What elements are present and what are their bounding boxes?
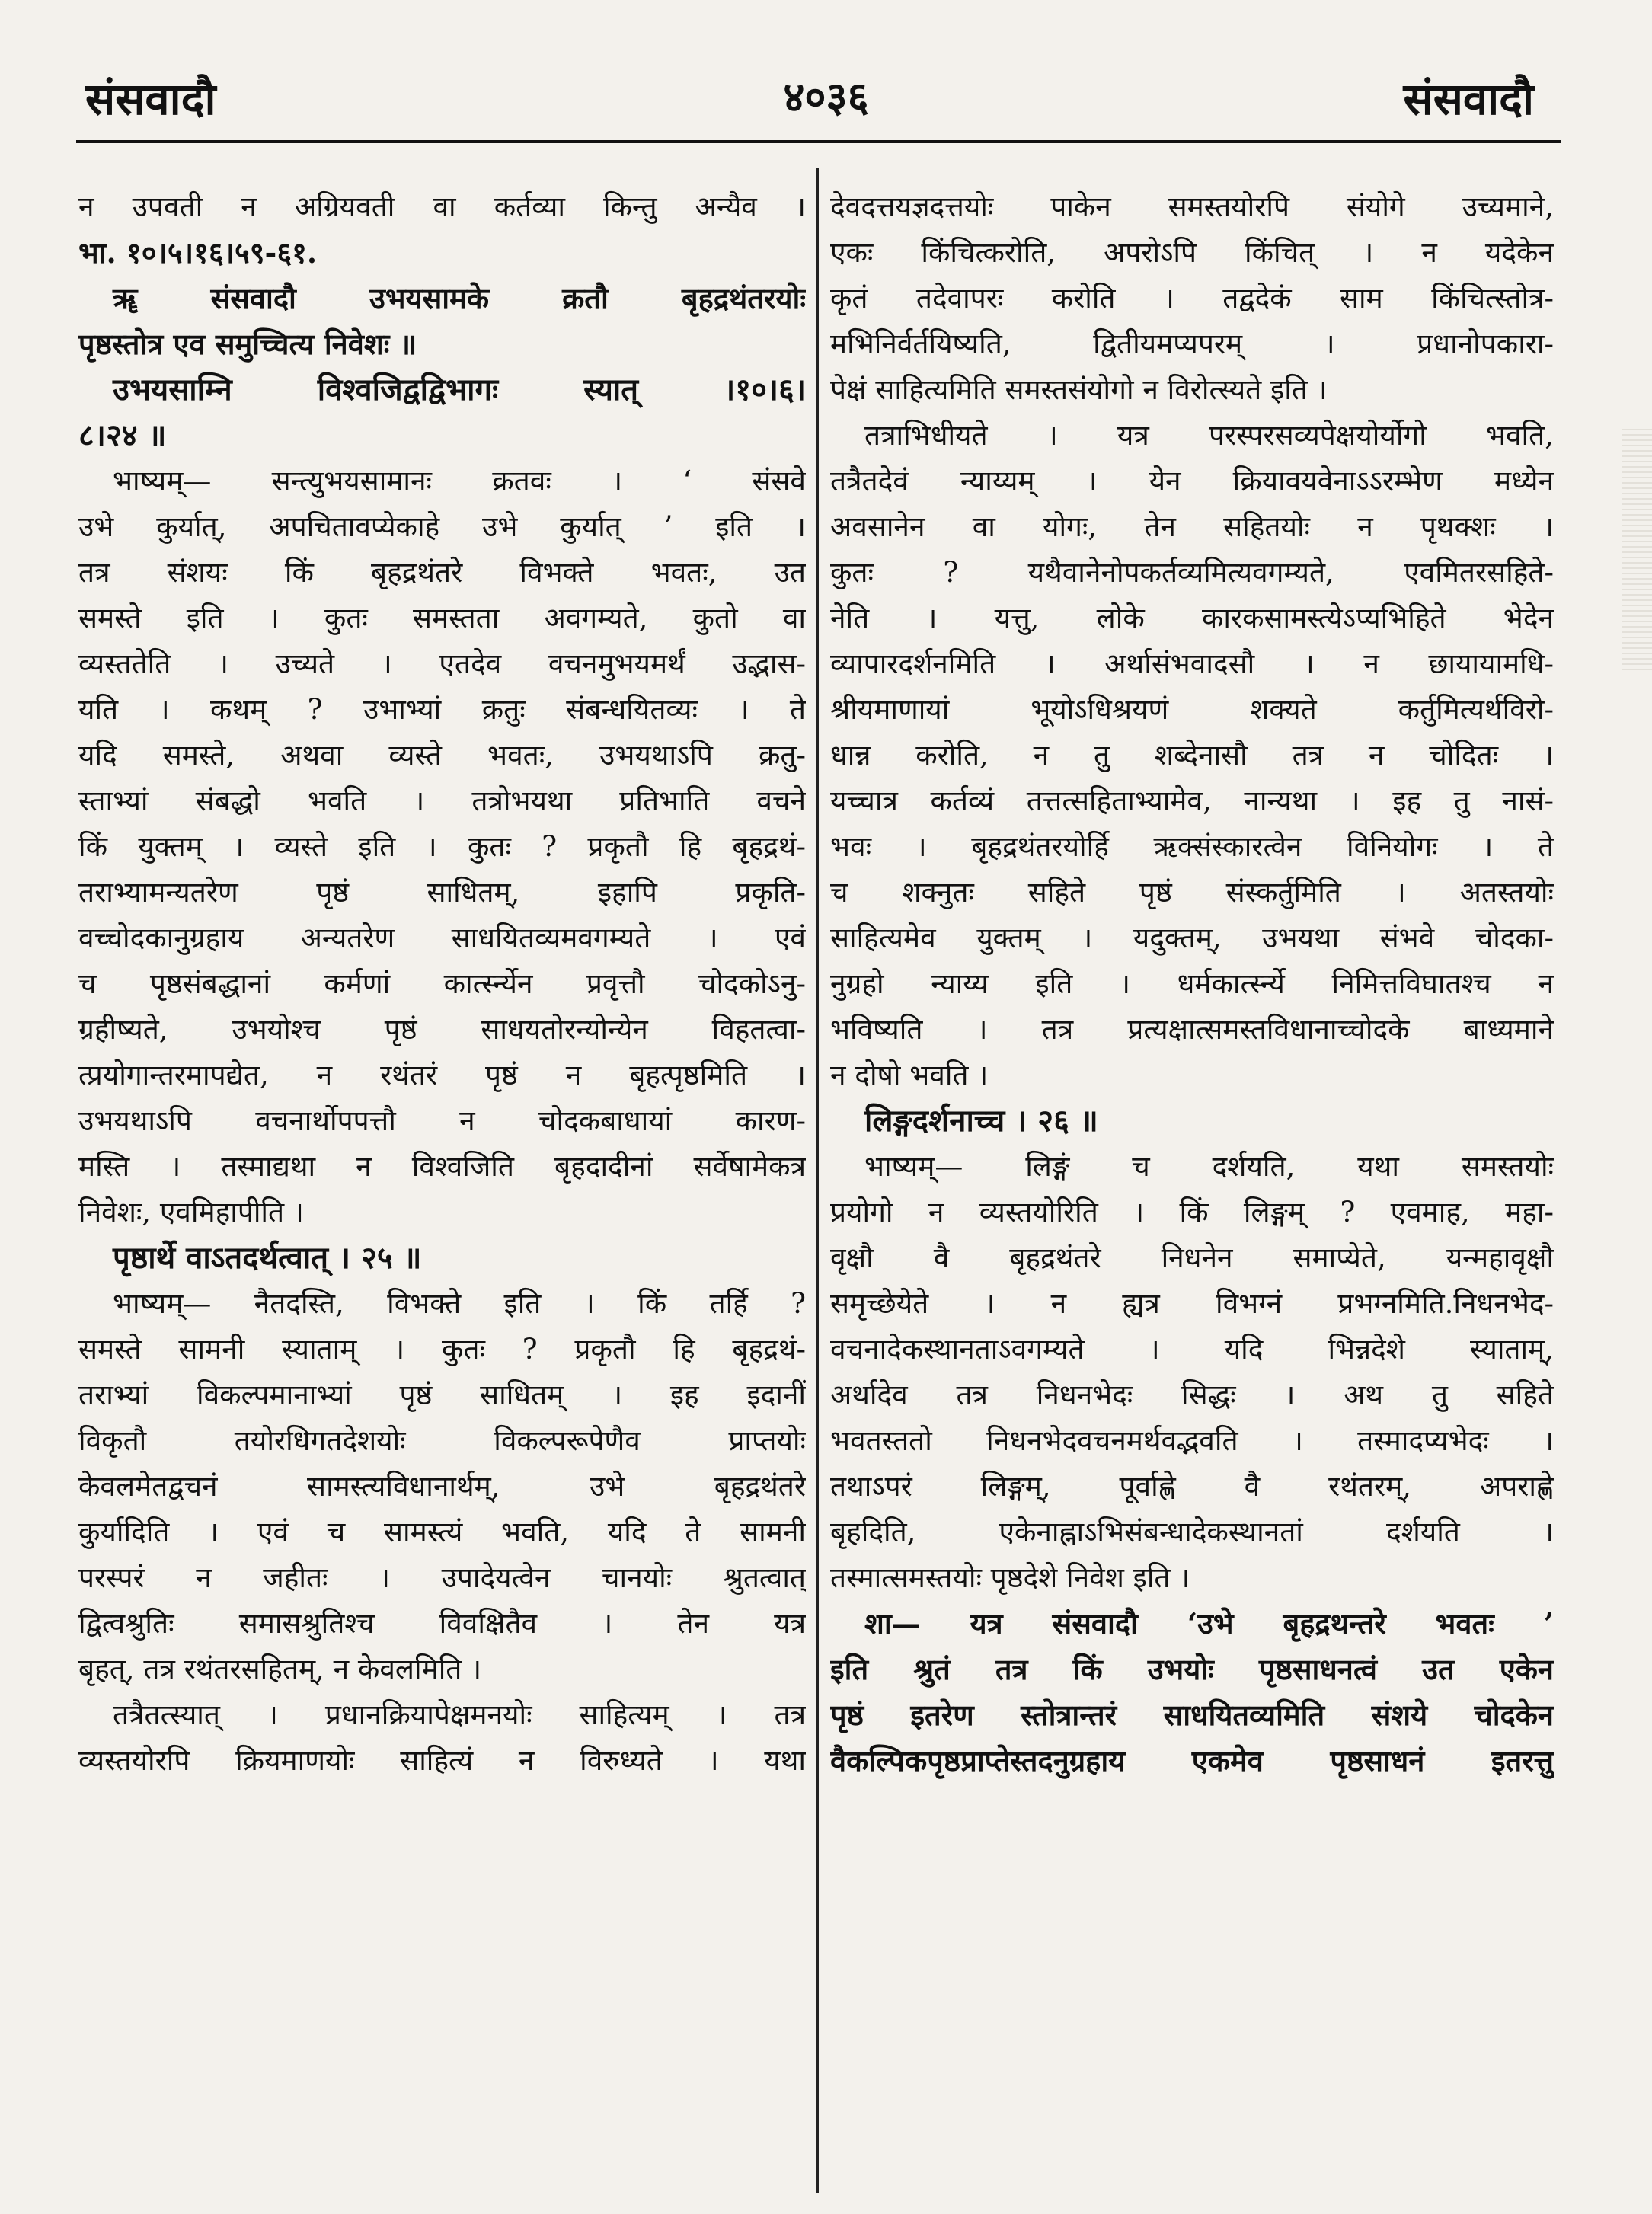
- text-line: धान्न करोति, न तु शब्देनासौ तत्र न चोदितः ।: [830, 739, 1554, 772]
- text-line: बृहदिति, एकेनाह्नाऽभिसंबन्धादेकस्थानतां दर्शयति ।: [830, 1516, 1554, 1548]
- text-line: परस्परं न जहीतः । उपादेयत्वेन चानयोः श्रुतत्वात्: [78, 1561, 806, 1594]
- text-line: व्यापारदर्शनमिति । अर्थासंभवादसौ । न छायायामधि-: [830, 647, 1554, 680]
- sutra-line: ८।२४ ॥: [78, 417, 167, 453]
- sutra-line: लिङ्गदर्शनाच्च । २६ ॥: [864, 1103, 1098, 1139]
- text-line: व्यस्तयोरपि क्रियमाणयोः साहित्यं न विरुध्यते । यथा: [78, 1744, 806, 1777]
- text-line: यच्चात्र कर्तव्यं तत्तत्सहिताभ्यामेव, नान्यथा । इह तु नासं-: [830, 784, 1554, 817]
- text-line: समस्ते सामनी स्याताम् । कुतः ? प्रकृतौ हि बृहद्रथं-: [78, 1333, 806, 1366]
- text-line: पेक्षं साहित्यमिति समस्तसंयोगो न विरोत्स्यते इति ।: [830, 373, 1328, 406]
- text-line: न उपवती न अग्रियवती वा कर्तव्या किन्तु अन्यैव ।: [78, 190, 806, 223]
- text-line: मभिनिर्वर्तयिष्यति, द्वितीयमप्यपरम् । प्रधानोपकारा-: [830, 327, 1554, 360]
- text-line: भवः । बृहद्रथंतरयोर्हि ऋक्संस्कारत्वेन विनियोगः । ते: [830, 830, 1554, 863]
- text-line: यदि समस्ते, अथवा व्यस्ते भवतः, उभयथाऽपि क्रतु-: [78, 739, 806, 772]
- text-line: ग्रहीष्यते, उभयोश्च पृष्ठं साधयतोरन्योन्येन विहतत्वा-: [78, 1013, 806, 1046]
- text-line: च शक्नुतः सहिते पृष्ठं संस्कर्तुमिति । अतस्तयोः: [830, 876, 1554, 909]
- text-line: न दोषो भवति ।: [830, 1059, 989, 1091]
- text-line: उभयथाऽपि वचनार्थोपपत्तौ न चोदकबाधायां कारण-: [78, 1104, 806, 1137]
- text-line: भाष्यम्— नैतदस्ति, विभक्ते इति । किं तर्हि ?: [113, 1287, 806, 1320]
- header-rule: [76, 140, 1561, 143]
- text-line: उभे कुर्यात्, अपचितावप्येकाहे उभे कुर्यात् ’ इति ।: [78, 510, 806, 543]
- text-line: देवदत्तयज्ञदत्तयोः पाकेन समस्तयोरपि संयोगे उच्यमाने,: [830, 190, 1554, 223]
- text-line: नुग्रहो न्याय्य इति । धर्मकार्त्स्न्ये निमित्तविघातश्च न: [830, 967, 1554, 1000]
- adhikarana-heading: ॠ संसवादौ उभयसामके क्रतौ बृहद्रथंतरयोः: [113, 281, 806, 315]
- text-line: नेति । यत्तु, लोके कारकसामस्त्येऽप्यभिहिते भेदेन: [830, 602, 1554, 634]
- text-line: एकः किंचित्करोति, अपरोऽपि किंचित् । न यदेकेन: [830, 236, 1554, 269]
- page-number: ४०३६: [783, 72, 869, 121]
- text-line: तराभ्यां विकल्पमानाभ्यां पृष्ठं साधितम् । इह इदानीं: [78, 1379, 806, 1411]
- adhikarana-heading: पृष्ठस्तोत्र एव समुच्चित्य निवेशः ॥: [78, 327, 417, 361]
- commentary-line: वैकल्पिकपृष्ठप्राप्तेस्तदनुग्रहाय एकमेव पृष्ठसाधनं इतरत्तु: [830, 1743, 1554, 1778]
- text-line: किं युक्तम् । व्यस्ते इति । कुतः ? प्रकृतौ हि बृहद्रथं-: [78, 830, 806, 863]
- text-line: भवतस्ततो निधनभेदवचनमर्थवद्भवति । तस्मादप्यभेदः ।: [830, 1424, 1554, 1457]
- text-line: बृहत्, तत्र रथंतरसहितम्, न केवलमिति ।: [78, 1653, 482, 1685]
- text-line: स्ताभ्यां संबद्धो भवति । तत्रोभयथा प्रतिभाति वचने: [78, 784, 806, 817]
- text-line: अवसानेन वा योगः, तेन सहितयोः न पृथक्शः ।: [830, 510, 1554, 543]
- text-line: त्प्रयोगान्तरमापद्येत, न रथंतरं पृष्ठं न बृहत्पृष्ठमिति ।: [78, 1059, 806, 1091]
- running-head-left: संसवादौ: [85, 73, 216, 125]
- text-line: तत्रैतदेवं न्याय्यम् । येन क्रियावयवेनाऽऽरम्भेण मध्येन: [830, 465, 1554, 497]
- text-line: विकृतौ तयोरधिगतदेशयोः विकल्परूपेणैव प्राप्तयोः: [78, 1424, 806, 1457]
- text-line: कुर्यादिति । एवं च सामस्त्यं भवति, यदि ते सामनी: [78, 1516, 806, 1548]
- text-line: यति । कथम् ? उभाभ्यां क्रतुः संबन्धयितव्यः । ते: [78, 693, 806, 726]
- text-line: समृच्छेयेते । न ह्यत्र विभग्नं प्रभग्नमिति.निधनभेद-: [830, 1287, 1554, 1320]
- text-line: केवलमेतद्वचनं सामस्त्यविधानार्थम्, उभे बृहद्रथंतरे: [78, 1470, 806, 1503]
- text-line: वृक्षौ वै बृहद्रथंतरे निधनेन समाप्येते, यन्महावृक्षौ: [830, 1241, 1554, 1274]
- commentary-line: इति श्रुतं तत्र किं उभयोः पृष्ठसाधनत्वं उत एकेन: [830, 1652, 1554, 1686]
- text-line: साहित्यमेव युक्तम् । यदुक्तम्, उभयथा संभवे चोदका-: [830, 922, 1554, 954]
- commentary-line: पृष्ठं इतरेण स्तोत्रान्तरं साधयितव्यमिति संशये चोदकेन: [830, 1698, 1554, 1732]
- text-line: प्रयोगो न व्यस्तयोरिति । किं लिङ्गम् ? एवमाह, महा-: [830, 1196, 1554, 1228]
- text-line: तत्र संशयः किं बृहद्रथंतरे विभक्ते भवतः, उत: [78, 556, 806, 589]
- sutra-line: उभयसाम्नि विश्वजिद्वद्विभागः स्यात् ।१०।६।: [113, 372, 806, 407]
- scan-edge-noise: [1622, 427, 1652, 670]
- sutra-line: पृष्ठार्थे वाऽतदर्थत्वात् । २५ ॥: [113, 1240, 422, 1276]
- text-line: द्वित्वश्रुतिः समासश्रुतिश्च विवक्षितैव । तेन यत्र: [78, 1607, 806, 1640]
- text-line: व्यस्ततेति । उच्यते । एतदेव वचनमुभयमर्थं उद्भास-: [78, 647, 806, 680]
- text-line: तथाऽपरं लिङ्गम्, पूर्वाह्णे वै रथंतरम्, अपराह्णे: [830, 1470, 1554, 1503]
- text-line: तत्राभिधीयते । यत्र परस्परसव्यपेक्षयोर्योगो भवति,: [864, 419, 1554, 452]
- column-divider: [816, 168, 819, 2193]
- commentary-line: शा— यत्र संसवादौ ‘उभे बृहद्रथन्तरे भवतः ’: [864, 1606, 1554, 1641]
- text-line: भाष्यम्— लिङ्गं च दर्शयति, यथा समस्तयोः: [864, 1150, 1554, 1183]
- text-line: अर्थादेव तत्र निधनभेदः सिद्धः । अथ तु सहिते: [830, 1379, 1554, 1411]
- text-line: श्रीयमाणायां भूयोऽधिश्रयणं शक्यते कर्तुमित्यर्थविरो-: [830, 693, 1554, 726]
- citation-line: भा. १०।५।१६।५९-६१.: [78, 235, 318, 270]
- text-line: वच्चोदकानुग्रहाय अन्यतरेण साधयितव्यमवगम्यते । एवं: [78, 922, 806, 954]
- text-line: तराभ्यामन्यतरेण पृष्ठं साधितम्, इहापि प्रकृति-: [78, 876, 806, 909]
- text-line: समस्ते इति । कुतः समस्तता अवगम्यते, कुतो वा: [78, 602, 806, 634]
- right-column: [830, 184, 1554, 1784]
- text-line: मस्ति । तस्माद्यथा न विश्वजिति बृहदादीनां सर्वेषामेकत्र: [78, 1150, 806, 1183]
- text-line: कृतं तदेवापरः करोति । तद्वदेकं साम किंचित्स्तोत्र-: [830, 282, 1554, 315]
- text-line: तस्मात्समस्तयोः पृष्ठदेशे निवेश इति ।: [830, 1561, 1190, 1594]
- text-line: वचनादेकस्थानताऽवगम्यते । यदि भिन्नदेशे स्याताम्,: [830, 1333, 1554, 1366]
- text-line: निवेशः, एवमिहापीति ।: [78, 1196, 304, 1228]
- text-line: कुतः ? यथैवानेनोपकर्तव्यमित्यवगम्यते, एवमितरसहिते-: [830, 556, 1554, 589]
- left-column: [78, 184, 806, 1784]
- text-line: भविष्यति । तत्र प्रत्यक्षात्समस्तविधानाच्चोदके बाध्यमाने: [830, 1013, 1554, 1046]
- text-line: च पृष्ठसंबद्धानां कर्मणां कार्त्स्न्येन प्रवृत्तौ चोदकोऽनु-: [78, 967, 806, 1000]
- running-head-right: संसवादौ: [1403, 73, 1534, 125]
- text-line: तत्रैतत्स्यात् । प्रधानक्रियापेक्षमनयोः साहित्यम् । तत्र: [113, 1698, 806, 1731]
- text-line: भाष्यम्— सन्त्युभयसामानः क्रतवः । ‘ संसवे: [113, 465, 806, 497]
